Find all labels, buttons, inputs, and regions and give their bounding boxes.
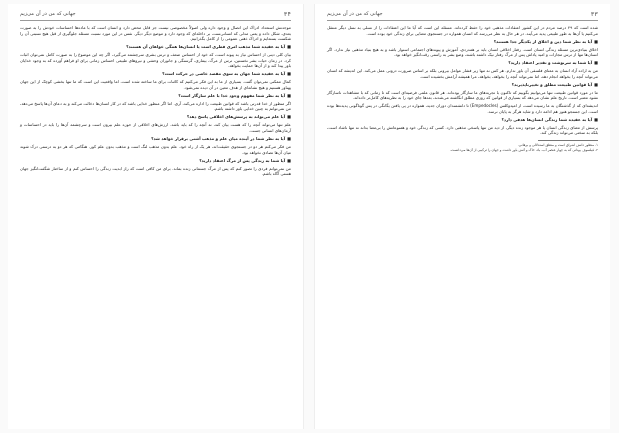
bullet-icon: ■ bbox=[594, 38, 598, 44]
running-head bbox=[20, 10, 291, 21]
question-text: آیا شما به سرنوشت و تقدیر اعتقاد دارید؟ bbox=[508, 60, 593, 66]
page-number: ۳۴ bbox=[283, 10, 291, 18]
question bbox=[327, 39, 598, 45]
question-text: آیا به عقیده شما مذهب امری فطری است یا انسان‌ها همگی خواهان آن هستند؟ bbox=[126, 44, 286, 50]
running-head bbox=[327, 10, 598, 21]
question-text: آیا قوانین طبیعت مطلق و تغییرناپذیرند؟ bbox=[511, 81, 593, 87]
right-page bbox=[314, 4, 610, 429]
question-text: آیا به عقیده شما جهان به سوی مقصد خاصی در حرکت است؟ bbox=[162, 71, 286, 77]
paragraph: ما در مورد قوانین طبیعت تنها می‌توانیم بگوییم که تاکنون با تجربه‌های ما سازگار بوده‌اند. هر قانون علمی فرضیه‌ای است که تا زمانی که با مشاهدات ناسازگار نشود معتبر است. تاریخ علم نشان می‌دهد که بسیاری از قوانین که روزی مطلق انگاشته می‌شدند، بعدها جای خود را به نظریه‌های کامل‌تر داده‌اند. bbox=[327, 89, 598, 101]
body-text bbox=[327, 25, 598, 136]
question-text: آیا به نظر شما مفهوم وجود خدا با علم سازگار است؟ bbox=[178, 92, 286, 98]
paragraph: من نمی‌توانم فردی را تصور کنم که پس از مرگ جسمانی زنده بماند. برای من کافی است که راز ابدیت زندگی را احساس کنم و از ساختار شگفت‌انگیز جهان هستی آگاه باشم. bbox=[20, 165, 291, 177]
paragraph: اندیشه‌ای که از گذشتگان به ما رسیده است، از امپدوکلس (Empedocles) تا دانشمندان دوران جدید، همواره در پی یافتن یگانگی در پس گوناگونی پدیده‌ها بوده است. این جستجو هنوز هم ادامه دارد و شاید هرگز به پایان نرسد. bbox=[327, 103, 598, 114]
footnote-divider bbox=[538, 140, 598, 141]
bullet-icon: ■ bbox=[287, 44, 291, 50]
page-number: ۳۳ bbox=[590, 10, 598, 18]
question bbox=[20, 44, 291, 50]
paragraph: شده است که ۴۹ درصد مردم در این کشور اعتقادات مذهبی خود را حفظ کرده‌اند. مسئله این است که آیا ما این اعتقادات را از نسلی به نسل دیگر منتقل می‌کنیم یا آن‌ها به طور طبیعی پدید می‌آیند. در هر حال به نظر می‌رسد که انسان همواره در جستجوی معنایی برای زندگی خود بوده است. bbox=[327, 25, 598, 36]
question bbox=[327, 117, 598, 123]
footnotes bbox=[327, 143, 598, 152]
paragraph: من به اراده آزاد انسان به معنای فلسفی آن باور ندارم. هر کس نه تنها زیر فشار عوامل بیرونی بلکه بر اساس ضرورت درونی عمل می‌کند. این اندیشه که انسان می‌تواند آنچه را بخواهد انجام دهد، اما نمی‌تواند آنچه را بخواهد، بخواهد، مرا همیشه آرامش بخشیده است. bbox=[327, 68, 598, 79]
question-text: آیا به عقیده شما زندگی انسان‌ها هدفی دارد؟ bbox=[501, 116, 593, 122]
paragraph: بیان کلی دینی از احساس نیاز به پیوند است، که خود از احساس ضعف و ترس بشری سرچشمه می‌گیرد، اگر چه این موضوع را به صورت کامل نمی‌توان اثبات کرد. در زمان حیات بشر نخستین، ترس از مرگ، بیماری، گرسنگی و جانوران وحشی و نیروهای طبیعی احساس زمانی برای او فراهم آورده که به وجود خدایان باور پیدا کند و از آن‌ها حمایت بخواهد. bbox=[20, 52, 291, 69]
question bbox=[20, 93, 291, 99]
question-text: آیا به نظر شما دین و اخلاق از یکدیگر جدا هستند؟ bbox=[493, 38, 593, 44]
left-page bbox=[8, 4, 304, 429]
question-text: آیا شما به زندگی پس از مرگ اعتقاد دارید؟ bbox=[199, 157, 286, 163]
bullet-icon: ■ bbox=[287, 114, 291, 120]
paragraph: من فکر می‌کنم هر دو در جستجوی حقیقت‌اند، هر یک از راه خود. علم بدون مذهب لنگ است و مذهب بدون علم کور. هنگامی که هر دو به درستی درک شوند میان آن‌ها تضادی نخواهد بود. bbox=[20, 144, 291, 155]
running-title: جهانی که من در آن می‌زیم bbox=[327, 11, 383, 17]
bullet-icon: ■ bbox=[594, 60, 598, 66]
paragraph: علم تنها می‌تواند آنچه را که هست بیان کند، نه آنچه را که باید باشد. ارزش‌های اخلاقی از حوزه علم بیرون است و سرچشمه آن‌ها را باید در احساسات و آرمان‌های انسانی جست. bbox=[20, 122, 291, 134]
bullet-icon: ■ bbox=[594, 81, 598, 87]
paragraph: اخلاق بنیادی‌ترین مسئله زندگی انسان است. رفتار اخلاقی انسان باید بر همدردی، آموزش و پیوندهای اجتماعی استوار باشد و به هیچ بنیاد مذهبی نیاز ندارد. اگر انسان‌ها تنها از ترس مجازات و امید پاداش پس از مرگ رفتار نیک داشته باشند، وضع بشر به راستی رقت‌انگیز خواهد بود. bbox=[327, 46, 598, 58]
question bbox=[20, 136, 291, 142]
question-text: آیا علم می‌تواند به پرسش‌های اخلاقی پاسخ دهد؟ bbox=[186, 114, 286, 120]
question-text: آیا به نظر شما در آینده میان علم و مذهب آشتی برقرار خواهد شد؟ bbox=[151, 136, 286, 142]
question bbox=[20, 71, 291, 77]
body-text bbox=[20, 25, 291, 177]
bullet-icon: ■ bbox=[287, 71, 291, 77]
paragraph: پرسش از معنای زندگی انسان یا هر موجود زنده دیگر، از دید من تنها پاسخی مذهبی دارد. کسی که زندگی خود و همنوعانش را بی‌معنا بداند نه تنها ناشاد است، بلکه به سختی می‌تواند زندگی کند. bbox=[327, 124, 598, 136]
running-title: جهانی که من در آن می‌زیم bbox=[20, 11, 76, 17]
bullet-icon: ■ bbox=[287, 136, 291, 142]
question bbox=[20, 114, 291, 120]
question bbox=[327, 82, 598, 88]
paragraph: موجدنش استعداد ادراک این اتصال و وجود داره ولی اصولاً مخصوصی نیست جز قابل محض دارد و انسان است که با ماده‌ها احساسات خودش را به صورت بعدی، شکل داده و یعنی مدلی که انسانی‌ست، بر داخله‌ای که وجود دارد و موضع دیگر دیگر. نفس در این مورد نسبت مسئله جلوگیری از قبل هیچ نسبتی آن را شکست بسته‌ایم و ادراک ذهنی عمومی را از کامل بگذرانیم. bbox=[20, 25, 291, 42]
footnote: ۲. فیلسوف یونانی که به چهار عنصر آب، باد، خاک و آتش باور داشت و جهان را ترکیبی از آن‌ها می‌دانست. bbox=[449, 147, 598, 152]
paragraph: اگر منظور از خدا قدرتی باشد که قوانین طبیعت را اداره می‌کند، آری. اما اگر منظور خدایی باشد که در کار انسان‌ها دخالت می‌کند و به دعای آن‌ها پاسخ می‌دهد، من نمی‌توانم به چنین خدایی باور داشته باشم. bbox=[20, 100, 291, 112]
footnote: ۱. منظور دانش اشراق است و منطق استدلالی و برهانی. bbox=[517, 143, 598, 148]
question bbox=[20, 158, 291, 164]
question bbox=[327, 60, 598, 66]
bullet-icon: ■ bbox=[287, 92, 291, 98]
bullet-icon: ■ bbox=[594, 116, 598, 122]
bullet-icon: ■ bbox=[287, 157, 291, 163]
paragraph: کمال ممکنی نمی‌توان گفت. بسیاری از ما به این فکر می‌کنیم که کائنات برای ما ساخته شده است، اما واقعیت این است که ما تنها بخشی کوچک از این جهان پهناور هستیم و هیچ نشانه‌ای از هدف معین در آن دیده نمی‌شود. bbox=[20, 79, 291, 90]
